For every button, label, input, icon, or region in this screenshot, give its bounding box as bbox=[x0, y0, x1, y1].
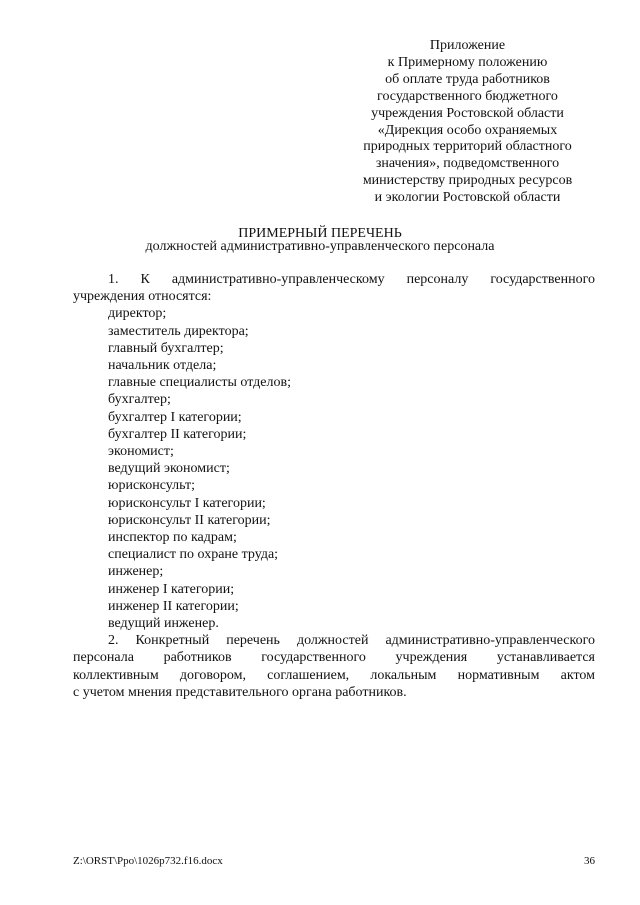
list-item: ведущий инженер. bbox=[108, 616, 219, 632]
list-item: специалист по охране труда; bbox=[108, 547, 279, 563]
appendix-line: значения», подведомственного bbox=[375, 156, 560, 172]
appendix-line: государственного бюджетного bbox=[377, 88, 558, 104]
list-item: ведущий экономист; bbox=[108, 461, 230, 477]
appendix-line: «Дирекция особо охраняемых bbox=[377, 122, 558, 138]
list-item: главные специалисты отделов; bbox=[108, 375, 291, 391]
appendix-line: к Примерному положению bbox=[387, 54, 548, 70]
paragraph-2-line-2: персонала работников государственного учреждения устанавливается bbox=[73, 650, 595, 666]
paragraph-1-line-1: 1. К административно-управленческому персоналу государственного bbox=[108, 272, 595, 287]
list-item: бухгалтер II категории; bbox=[108, 426, 247, 442]
list-item: экономист; bbox=[108, 444, 174, 460]
paragraph-1-line-2: учреждения относятся: bbox=[73, 289, 212, 305]
appendix-line: министерству природных ресурсов bbox=[362, 173, 573, 189]
appendix-line: учреждения Ростовской области bbox=[371, 105, 564, 121]
appendix-line: об оплате труда работников bbox=[385, 71, 550, 87]
document-body bbox=[73, 271, 595, 701]
paragraph-2-line-4: с учетом мнения представительного органа работников. bbox=[73, 684, 407, 700]
file-path: Z:\ORST\Ppo\1026p732.f16.docx bbox=[73, 855, 223, 867]
list-item: бухгалтер; bbox=[108, 392, 171, 408]
appendix-line: Приложение bbox=[429, 38, 506, 53]
list-item: начальник отдела; bbox=[108, 358, 217, 374]
page-number: 36 bbox=[584, 855, 595, 867]
paragraph-2-line-3: коллективным договором, соглашением, локальным нормативным актом bbox=[73, 667, 595, 683]
appendix-line: и экологии Ростовской области bbox=[374, 190, 561, 206]
list-item: юрисконсульт I категории; bbox=[108, 495, 266, 511]
list-item: главный бухгалтер; bbox=[108, 340, 224, 356]
list-item: бухгалтер I категории; bbox=[108, 409, 242, 425]
list-item: инженер; bbox=[108, 564, 164, 580]
list-item: директор; bbox=[108, 306, 167, 322]
document-subtitle: должностей административно-управленческого персонала bbox=[145, 239, 495, 254]
list-item: юрисконсульт; bbox=[108, 478, 196, 494]
appendix-header bbox=[340, 38, 595, 207]
list-item: инженер II категории; bbox=[108, 598, 239, 614]
paragraph-2-line-1: 2. Конкретный перечень должностей административно-управленческого bbox=[108, 633, 595, 649]
list-item: заместитель директора; bbox=[108, 323, 249, 339]
appendix-line: природных территорий областного bbox=[363, 139, 572, 155]
document-title: ПРИМЕРНЫЙ ПЕРЕЧЕНЬ bbox=[238, 226, 402, 241]
list-item: инженер I категории; bbox=[108, 581, 235, 597]
positions-list bbox=[73, 305, 595, 632]
list-item: инспектор по кадрам; bbox=[108, 530, 237, 546]
list-item: юрисконсульт II категории; bbox=[108, 512, 271, 528]
